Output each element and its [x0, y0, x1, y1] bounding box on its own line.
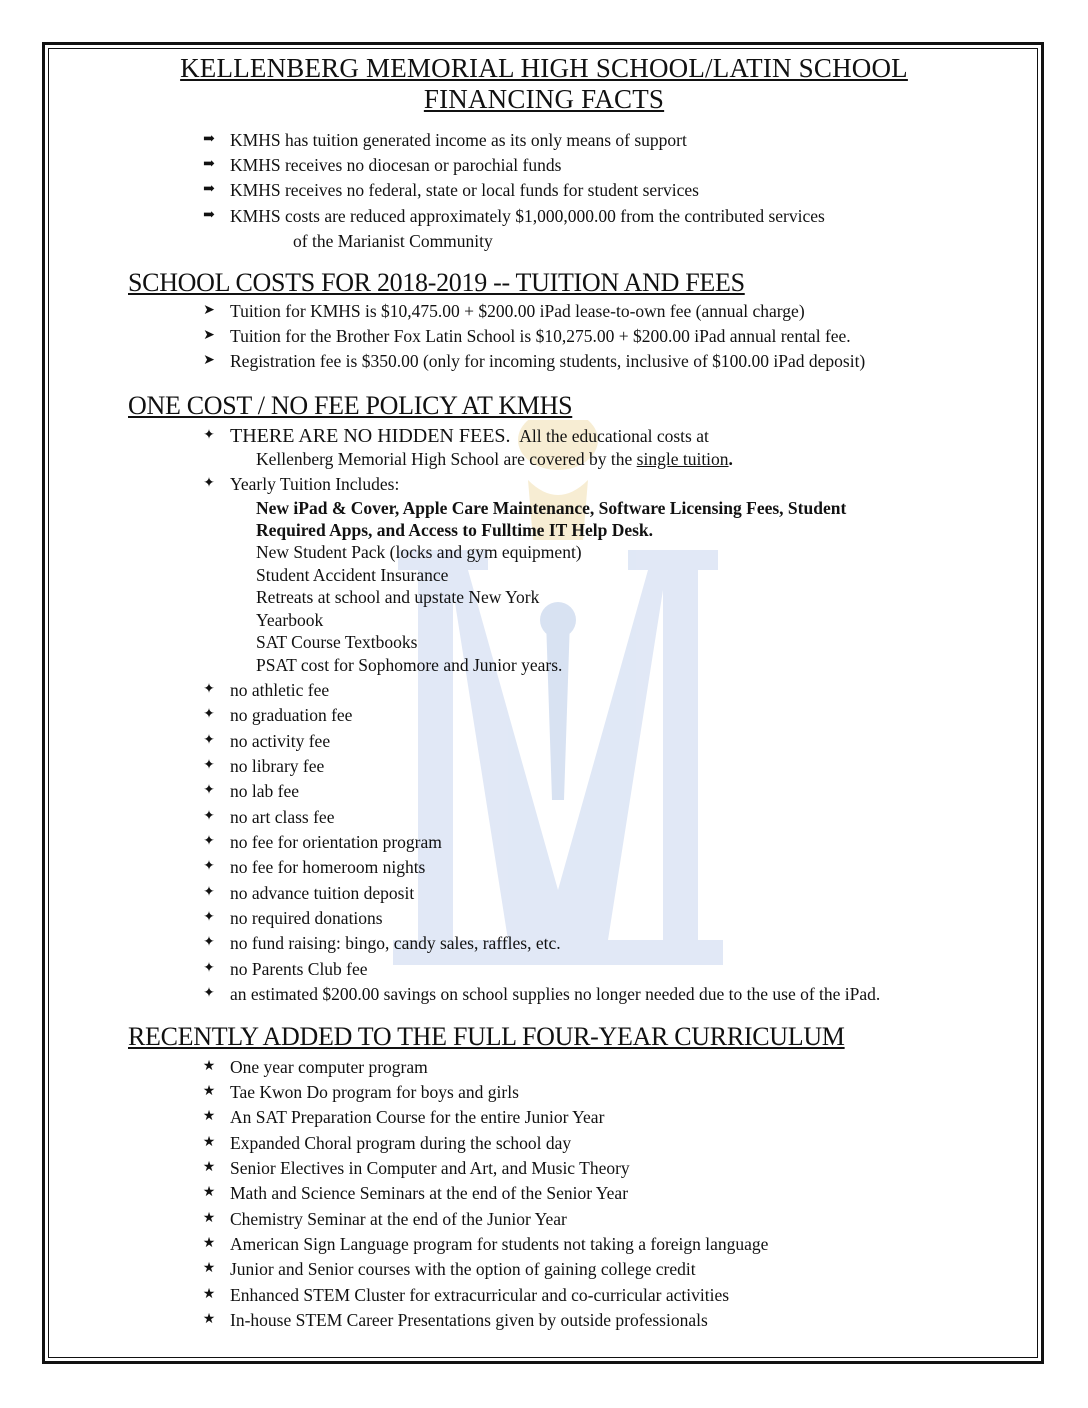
four-point-star-icon: ✦ — [203, 986, 215, 1001]
four-point-star-icon: ✦ — [203, 428, 215, 443]
four-point-star-icon: ✦ — [203, 783, 215, 798]
four-point-star-icon: ✦ — [203, 961, 215, 976]
star-icon: ★ — [202, 1135, 216, 1150]
includes-bold-line: New iPad & Cover, Apple Care Maintenance, Software Licensing Fees, Student — [256, 498, 847, 518]
four-point-star-icon: ✦ — [203, 809, 215, 824]
single-tuition-text: single tuition — [636, 449, 729, 469]
arrowhead-icon: ➤ — [203, 353, 215, 368]
four-point-star-icon: ✦ — [203, 834, 215, 849]
arrowhead-icon: ➤ — [203, 303, 215, 318]
star-icon: ★ — [202, 1312, 216, 1327]
includes-item: New Student Pack (locks and gym equipment) — [256, 542, 582, 562]
four-point-star-icon: ✦ — [203, 910, 215, 925]
includes-item: SAT Course Textbooks — [256, 632, 418, 652]
document-subtitle: FINANCING FACTS — [423, 84, 665, 114]
four-point-star-icon: ✦ — [203, 476, 215, 491]
star-icon: ★ — [202, 1287, 216, 1302]
star-icon: ★ — [202, 1185, 216, 1200]
star-icon: ★ — [202, 1211, 216, 1226]
includes-item: Retreats at school and upstate New York — [256, 587, 540, 607]
four-point-star-icon: ✦ — [203, 758, 215, 773]
document-title: KELLENBERG MEMORIAL HIGH SCHOOL/LATIN SCHOOL — [180, 53, 908, 83]
four-point-star-icon: ✦ — [203, 885, 215, 900]
star-icon: ★ — [202, 1160, 216, 1175]
arrow-icon: ➡ — [203, 132, 215, 147]
section-heading-policy: ONE COST / NO FEE POLICY AT KMHS — [128, 391, 573, 420]
arrow-icon: ➡ — [203, 157, 215, 172]
star-icon: ★ — [202, 1261, 216, 1276]
includes-bold-line: Required Apps, and Access to Fulltime IT Help Desk. — [256, 520, 654, 540]
arrow-icon: ➡ — [203, 208, 215, 223]
arrow-icon: ➡ — [203, 182, 215, 197]
list-item-continuation: of the Marianist Community — [293, 231, 493, 251]
section-heading-costs: SCHOOL COSTS FOR 2018-2019 -- TUITION AND FEES — [128, 268, 745, 297]
includes-item: Student Accident Insurance — [256, 565, 449, 585]
four-point-star-icon: ✦ — [203, 859, 215, 874]
arrowhead-icon: ➤ — [203, 328, 215, 343]
four-point-star-icon: ✦ — [203, 733, 215, 748]
four-point-star-icon: ✦ — [203, 707, 215, 722]
star-icon: ★ — [202, 1109, 216, 1124]
star-icon: ★ — [202, 1059, 216, 1074]
includes-item: Yearbook — [256, 610, 324, 630]
four-point-star-icon: ✦ — [203, 682, 215, 697]
list-item-continuation: Kellenberg Memorial High School are covered by the single tuition. — [256, 449, 733, 469]
includes-item: PSAT cost for Sophomore and Junior years. — [256, 655, 563, 675]
star-icon: ★ — [202, 1084, 216, 1099]
section-heading-curriculum: RECENTLY ADDED TO THE FULL FOUR-YEAR CURRICULUM — [128, 1022, 845, 1051]
star-icon: ★ — [202, 1236, 216, 1251]
four-point-star-icon: ✦ — [203, 935, 215, 950]
